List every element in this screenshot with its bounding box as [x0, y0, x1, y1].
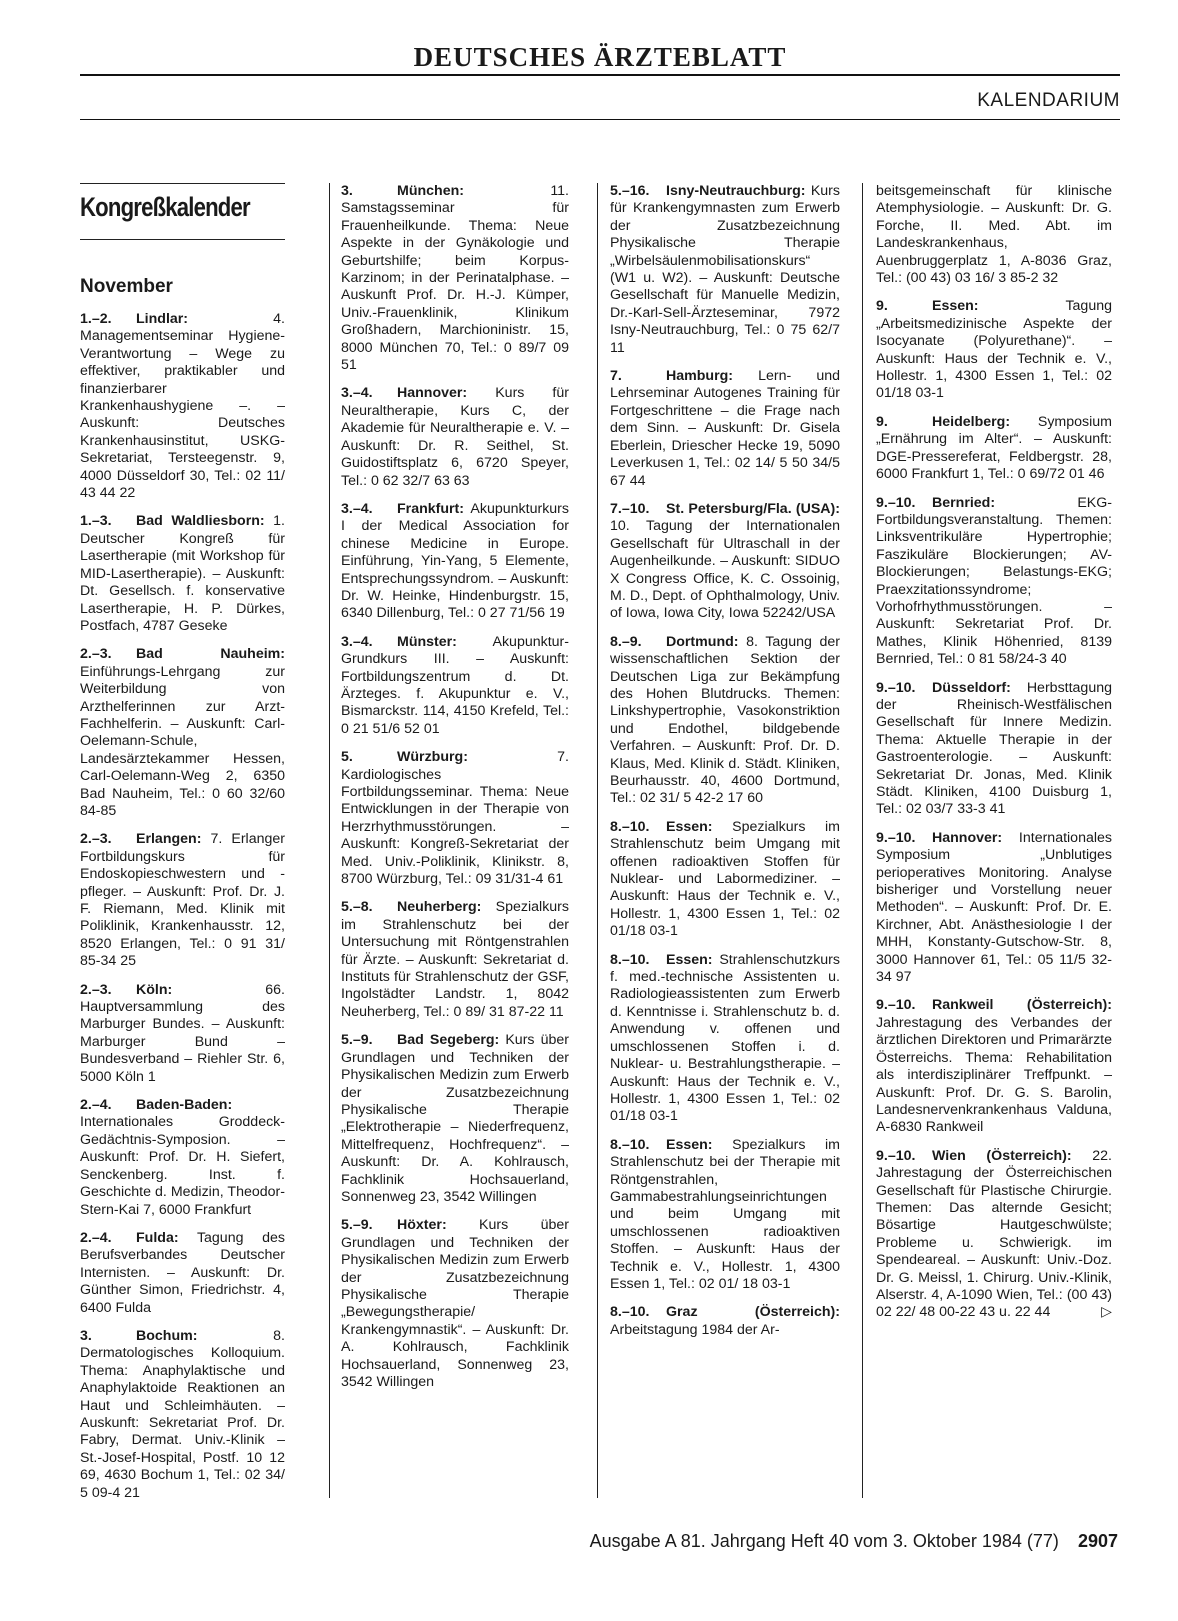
entry-text: Tagung „Arbeitsmedizinische Aspekte der Isocyanate (Polyurethane)“. – Auskunft: Haus der Technik e. V., Hollestr. 1, 4300 Essen 1, Tel.: 02 01/18 03-1: [876, 298, 1112, 402]
entry-location: Hannover:: [932, 829, 1003, 846]
entry-date: 9.: [876, 413, 888, 430]
entry-date: 3.: [341, 183, 353, 199]
entry-text: Lern- und Lehrseminar Autogenes Training für Fortgeschrittene – die Frage nach dem Sinn. – Auskunft: Dr. Gisela Eberlein, Driescher Hecke 19, 5090 Leverkusen 1, Tel.: 02 14/ 5 50 34/5 67 44: [610, 368, 840, 489]
calendar-entry: [80, 513, 285, 635]
entry-text: Herbsttagung der Rheinisch-Westfälischen Gesellschaft für Innere Medizin. Thema: Aktuelle Therapie in der Gastroenterologie. – Auskunft: Sekretariat Dr. Jonas, Med. Klinik Städt. Kliniken, 4100 Duisburg 1, Tel.: 02 03/7 33-3 41: [876, 679, 1112, 818]
entry-location: Bochum:: [136, 1327, 198, 1344]
entry-location: Frankfurt:: [397, 500, 464, 517]
calendar-entry: [341, 749, 569, 888]
entry-location: Bad Segeberg:: [397, 1032, 500, 1049]
entry-location: Lindlar:: [136, 311, 189, 327]
entry-date: 9.–10.: [876, 997, 916, 1014]
calendar-entry: [610, 1304, 840, 1339]
calendar-entry: [610, 501, 840, 623]
entry-location: Essen:: [666, 818, 713, 835]
entry-text: 4. Managementseminar Hygiene-Verantwortung – Wege zu effektiver, praktikabler und finanzierbarer Krankenhaushygiene –. – Auskunft: Deutsches Krankenhausinstitut, USKG-Sekretariat, Tersteegenstr. 9, 4000 Düsseldorf 30, Tel.: 02 11/ 43 44 22: [80, 311, 285, 502]
entry-date: 2.–4.: [80, 1097, 112, 1114]
entry-location: Isny-Neutrauchburg:: [666, 183, 806, 199]
entry-date: 2.–3.: [80, 831, 112, 848]
calendar-entry: [610, 819, 840, 941]
calendar-entry: [341, 183, 569, 374]
entry-text: 7. Kardiologisches Fortbildungsseminar. Thema: Neue Entwicklungen in der Therapie von Herzrhythmusstörungen. – Auskunft: Kongreß-Sekretariat der Med. Univ.-Poliklinik, Klinikstr. 8, 8700 Würzburg, Tel.: 09 31/31-4 61: [341, 749, 569, 888]
entry-text: Internationales Groddeck-Gedächtnis-Symposion. – Auskunft: Prof. Dr. H. Siefert, Senckenberg. Inst. f. Geschichte d. Medizin, Theodor-Stern-Kai 7, 6000 Frankfurt: [80, 1114, 285, 1218]
entry-text: Kurs für Neuraltherapie, Kurs C, der Akademie für Neuraltherapie e. V. – Auskunft: Dr. R. Seithel, St. Guidostiftsplatz 6, 6720 Speyer, Tel.: 0 62 32/7 63 63: [341, 385, 569, 489]
entry-date: 8.–9.: [610, 633, 642, 650]
entry-text: Spezialkurs im Strahlenschutz beim Umgang mit offenen radioaktiven Stoffen für Nuklear- und Labormediziner. – Auskunft: Haus der Technik e. V., Hollestr. 1, 4300 Essen 1, Tel.: 02 01/18 03-1: [610, 818, 840, 940]
entry-date: 8.–10.: [610, 951, 650, 968]
calendar-entry: [80, 1328, 285, 1502]
entry-text: Jahrestagung des Verbandes der ärztlichen Direktoren und Primarärzte Österreichs. Thema: Rehabilitation als interdisziplinärer Treffpunkt. – Auskunft: Prof. Dr. G. S. Barolin, Landesnervenkrankenhaus Valduna, A-6830 Rankweil: [876, 1014, 1112, 1136]
entry-text: 66. Hauptversammlung des Marburger Bundes. – Auskunft: Marburger Bund – Bundesverband – Riehler Str. 6, 5000 Köln 1: [80, 981, 285, 1085]
entry-text: 11. Samstagsseminar für Frauenheilkunde. Thema: Neue Aspekte in der Gynäkologie und Geburtshilfe; beim Korpus-Karzinom; in der Perinatalphase. – Auskunft Prof. Dr. H.-J. Kümper, Univ.-Frauenklinik, Klinikum Großhadern, Marchioninistr. 15, 8000 München 70, Tel.: 0 89/7 09 51: [341, 183, 569, 374]
entry-location: Münster:: [397, 633, 457, 650]
calendar-entry: [341, 634, 569, 738]
entry-text: Akupunkturkurs I der Medical Association for chinese Medicine in Europe. Einführung, Yin-Yang, 5 Elemente, Entsprechungssyndrom. – Auskunft: Dr. W. Heinke, Hindenburgstr. 15, 6340 Dillenburg, Tel.: 0 27 71/56 19: [341, 500, 569, 622]
calendar-entry: [876, 495, 1112, 669]
entry-date: 9.–10.: [876, 1147, 916, 1164]
entry-text: Strahlenschutzkurs f. med.-technische Assistenten u. Radiologieassistenten zum Erwerb d. Kenntnisse i. Strahlenschutz b. d. Anwendung v. offenen und umschlossenen Stoffen i. d. Nuklear- u. Bestrahlungstherapie. – Auskunft: Haus der Technik e. V., Hollestr. 1, 4300 Essen 1, Tel.: 02 01/18 03-1: [610, 951, 840, 1125]
masthead: DEUTSCHES ÄRZTEBLATT: [413, 42, 787, 72]
calendar-entry: [876, 680, 1112, 819]
entry-text: beitsgemeinschaft für klinische Atemphysiologie. – Auskunft: Dr. G. Forche, II. Med. Abt. im Landeskrankenhaus, Auenbruggerplatz 1, A-8036 Graz, Tel.: (00 43) 03 16/ 3 85-2 32: [876, 183, 1112, 287]
calendar-title: Kongreßkalender: [80, 192, 250, 222]
entry-location: St. Petersburg/Fla. (USA):: [666, 500, 840, 517]
entry-text: 22. Jahrestagung der Österreichischen Gesellschaft für Plastische Chirurgie. Themen: Das alternde Gesicht; Bösartige Hautgeschwülste; Probleme u. Schwierigk. im Spendeareal. – Auskunft: Univ.-Doz. Dr. G. Meissl, 1. Chirurg. Univ.-Klinik, Alserstr. 4, A-1090 Wien, Tel.: (00 43) 02 22/ 48 00-22 43 u. 22 44: [876, 1147, 1112, 1321]
issue-info: Ausgabe A 81. Jahrgang Heft 40 vom 3. Oktober 1984 (77): [589, 1531, 1059, 1551]
entry-location: Neuherberg:: [397, 899, 482, 916]
entry-location: Hannover:: [397, 385, 468, 402]
calendar-entry: [610, 634, 840, 808]
entry-date: 3.–4.: [341, 385, 373, 402]
entry-date: 9.–10.: [876, 829, 916, 846]
page-number: 2907: [1077, 1531, 1118, 1551]
entry-location: Baden-Baden:: [136, 1097, 233, 1114]
column-divider: [597, 183, 598, 1498]
calendar-entry: [876, 1148, 1112, 1322]
entry-date: 2.–3.: [80, 981, 112, 998]
entry-location: Bernried:: [932, 494, 996, 511]
entry-text: Arbeitstagung 1984 der Ar-: [610, 1321, 780, 1338]
entry-text: Tagung des Berufsverbandes Deutscher Internisten. – Auskunft: Dr. Günther Simon, Friedrichstr. 4, 6400 Fulda: [80, 1229, 285, 1316]
entry-date: 9.: [876, 298, 888, 315]
entry-location: München:: [397, 183, 464, 199]
entry-text: Kurs für Krankengymnasten zum Erwerb der Zusatzbezeichnung Physikalische Therapie „Wirbelsäulenmobilisationskurs“ (W1 u. W2). – Auskunft: Deutsche Gesellschaft für Manuelle Medizin, Dr.-Karl-Sell-Ärzteseminar, 7972 Isny-Neutrauchburg, Tel.: 0 75 62/7 11: [610, 183, 840, 356]
page-footer: [590, 1531, 1118, 1552]
column-1: [80, 311, 285, 1513]
entry-location: Bad Nauheim:: [136, 646, 285, 663]
calendar-entry: [876, 830, 1112, 987]
entry-location: Düsseldorf:: [932, 679, 1011, 696]
calendar-entry: [876, 997, 1112, 1136]
calendar-entry: [341, 1217, 569, 1391]
calendar-entry: [80, 1097, 285, 1219]
calendar-entry: [80, 646, 285, 820]
title-rule-bottom: [80, 239, 285, 240]
entry-location: Rankweil (Österreich):: [932, 997, 1112, 1014]
entry-date: 1.–3.: [80, 513, 112, 530]
entry-date: 7.: [610, 368, 622, 385]
entry-text: Internationales Symposium „Unblutiges perioperatives Monitoring. Analyse bisheriger und Vorstellung neuer Methoden“. – Auskunft: Prof. Dr. E. Kirchner, Abt. Anästhesiologie I der MHH, Konstanty-Gutschow-Str. 8, 3000 Hannover 61, Tel.: 05 11/5 32-34 97: [876, 829, 1112, 986]
continue-arrow-icon: ▷: [1101, 1304, 1112, 1321]
column-4: [876, 183, 1112, 1333]
entry-location: Würzburg:: [397, 749, 468, 766]
column-divider: [329, 183, 330, 1498]
entry-date: 2.–4.: [80, 1229, 112, 1246]
section-rule: [80, 119, 1120, 120]
calendar-entry: [341, 501, 569, 623]
entry-date: 8.–10.: [610, 818, 650, 835]
entry-date: 5.–9.: [341, 1217, 373, 1234]
calendar-entry: [80, 311, 285, 502]
column-divider: [862, 183, 863, 1498]
entry-text: Einführungs-Lehrgang zur Weiterbildung von Arzthelferinnen zur Arzt-Fachhelferin. – Auskunft: Carl-Oelemann-Schule, Landesärztekammer Hessen, Carl-Oelemann-Weg 2, 6350 Bad Nauheim, Tel.: 0 60 32/60 84-85: [80, 663, 285, 819]
entry-text: 1. Deutscher Kongreß für Lasertherapie (mit Workshop für MID-Lasertherapie). – Auskunft: Dt. Gesellsch. f. konservative Lasertherapie, H. P. Dürkes, Postfach, 4787 Geseke: [80, 513, 285, 634]
calendar-entry: [341, 899, 569, 1021]
entry-text: 7. Erlanger Fortbildungskurs für Endoskopieschwestern und -pfleger. – Auskunft: Prof. Dr. J. F. Riemann, Med. Klinik mit Poliklinik, Krankenhausstr. 12, 8520 Erlangen, Tel.: 0 91 31/ 85-34 25: [80, 831, 285, 970]
entry-location: Erlangen:: [136, 831, 202, 848]
entry-text: 10. Tagung der Internationalen Gesellschaft für Ultraschall in der Augenheilkunde. – Auskunft: SIDUO X Congress Office, K. C. Ossoinig, M. D., Dept. of Ophthalmology, Univ. of Iowa, Iowa City, Iowa 52242/USA: [610, 518, 840, 622]
entry-location: Hamburg:: [666, 368, 733, 385]
entry-location: Köln:: [136, 981, 173, 998]
month-heading: November: [80, 276, 173, 297]
entry-location: Höxter:: [397, 1217, 447, 1234]
entry-date: 2.–3.: [80, 646, 112, 663]
calendar-entry: [610, 952, 840, 1126]
entry-text: Spezialkurs im Strahlenschutz bei der Therapie mit Röntgenstrahlen, Gammabestrahlungseinrichtungen und beim Umgang mit umschlossenen radioaktiven Stoffen. – Auskunft: Haus der Technik e. V., Hollestr. 1, 4300 Essen 1, Tel.: 02 01/ 18 03-1: [610, 1136, 840, 1292]
entry-date: 5.: [341, 749, 353, 766]
entry-location: Wien (Österreich):: [932, 1147, 1072, 1164]
calendar-entry: [610, 368, 840, 490]
entry-location: Bad Waldliesborn:: [136, 513, 265, 530]
entry-text: 8. Dermatologisches Kolloquium. Thema: Anaphylaktische und Anaphylaktoide Reaktionen an Haut und Schleimhäuten. – Auskunft: Sekretariat Prof. Dr. Fabry, Dermat. Univ.-Klinik – St.-Josef-Hospital, Postf. 10 12 69, 4630 Bochum 1, Tel.: 02 34/ 5 09-4 21: [80, 1327, 285, 1501]
entry-date: 9.–10.: [876, 494, 916, 511]
entry-text: EKG-Fortbildungsveranstaltung. Themen: Linksventrikuläre Hypertrophie; Faszikuläre Blockierungen; AV-Blockierungen; Belastungs-EKG; Praexzitationssyndrome; Vorhofrhythmusstörungen. – Auskunft: Sekretariat Prof. Dr. Mathes, Klinik Höhenried, 8139 Bernried, Tel.: 0 81 58/24-3 40: [876, 494, 1112, 668]
entry-date: 8.–10.: [610, 1136, 650, 1153]
entry-location: Heidelberg:: [932, 413, 1011, 430]
entry-date: 3.–4.: [341, 500, 373, 517]
calendar-entry: [876, 414, 1112, 484]
calendar-entry: [80, 831, 285, 970]
entry-text: Spezialkurs im Strahlenschutz bei der Untersuchung mit Röntgenstrahlen für Ärzte. – Auskunft: Sekretariat d. Instituts für Strahlenschutz der GSF, Ingolstädter Landstr. 1, 8042 Neuherberg, Tel.: 0 89/ 31 87-22 11: [341, 899, 569, 1020]
entry-date: 8.–10.: [610, 1304, 650, 1321]
column-3: [610, 183, 840, 1350]
calendar-entry: [876, 298, 1112, 402]
calendar-entry: [610, 183, 840, 357]
masthead-rule: [80, 74, 1120, 76]
column-2: [341, 183, 569, 1402]
entry-location: Essen:: [666, 1136, 713, 1153]
entry-text: Akupunktur-Grundkurs III. – Auskunft: Fortbildungszentrum d. Dt. Ärzteges. f. Akupunktur e. V., Bismarckstr. 114, 4150 Krefeld, Tel.: 0 21 51/6 52 01: [341, 633, 569, 737]
calendar-entry: [876, 183, 1112, 287]
entry-date: 9.–10.: [876, 679, 916, 696]
title-rule-top: [80, 183, 285, 184]
calendar-entry: [341, 385, 569, 489]
calendar-entry: [610, 1137, 840, 1294]
entry-text: Kurs über Grundlagen und Techniken der Physikalischen Medizin zum Erwerb der Zusatzbezeichnung Physikalische Therapie „Bewegungstherapie/ Krankengymnastik“. – Auskunft: Dr. A. Kohlrausch, Fachklinik Hochsauerland, Sonnenweg 23, 3542 Willingen: [341, 1217, 569, 1390]
entry-text: Kurs über Grundlagen und Techniken der Physikalischen Medizin zum Erwerb der Zusatzbezeichnung Physikalische Therapie „Elektrotherapie – Niederfrequenz, Mittelfrequenz, Hochfrequenz“. – Auskunft: Dr. A. Kohlrausch, Fachklinik Hochsauerland, Sonnenweg 23, 3542 Willingen: [341, 1032, 569, 1205]
entry-date: 5.–8.: [341, 899, 373, 916]
entry-location: Essen:: [666, 951, 713, 968]
entry-text: 8. Tagung der wissenschaftlichen Sektion der Deutschen Liga zur Bekämpfung des Hohen Blutdrucks. Themen: Linkshypertrophie, Vasokonstriktion und Endothel, bildgebende Verfahren. – Auskunft: Prof. Dr. D. Klaus, Med. Klinik d. Städt. Kliniken, Beurhausstr. 40, 4600 Dortmund, Tel.: 02 31/ 5 42-2 17 60: [610, 633, 840, 807]
entry-date: 5.–16.: [610, 183, 650, 199]
section-label: KALENDARIUM: [977, 90, 1120, 111]
entry-location: Dortmund:: [666, 633, 739, 650]
entry-date: 3.: [80, 1327, 92, 1344]
calendar-entry: [341, 1032, 569, 1206]
entry-location: Essen:: [932, 298, 979, 315]
entry-date: 1.–2.: [80, 311, 112, 327]
entry-date: 7.–10.: [610, 500, 650, 517]
entry-date: 3.–4.: [341, 633, 373, 650]
entry-date: 5.–9.: [341, 1032, 373, 1049]
entry-text: Symposium „Ernährung im Alter“. – Auskunft: DGE-Pressereferat, Feldbergstr. 28, 6000 Frankfurt 1, Tel.: 0 69/72 01 46: [876, 413, 1112, 483]
calendar-entry: [80, 1230, 285, 1317]
calendar-entry: [80, 982, 285, 1086]
entry-location: Graz (Österreich):: [666, 1304, 840, 1321]
entry-location: Fulda:: [136, 1229, 179, 1246]
